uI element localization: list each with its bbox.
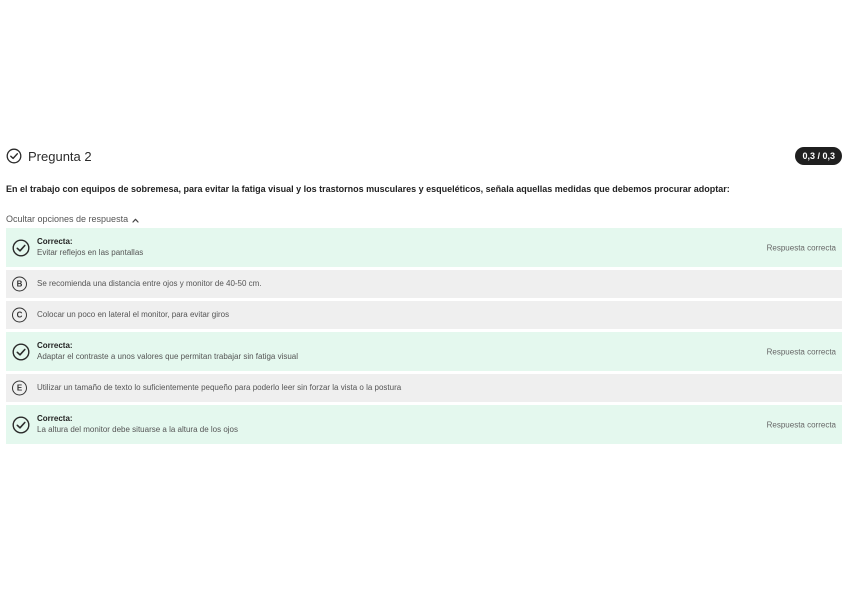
toggle-options-label: Ocultar opciones de respuesta xyxy=(6,214,129,224)
question-header xyxy=(6,146,842,166)
check-circle-icon xyxy=(6,148,22,164)
check-circle-icon xyxy=(12,239,30,257)
letter-c-icon: C xyxy=(12,308,27,323)
answer-option-body xyxy=(37,309,229,321)
answer-option-text: Se recomienda una distancia entre ojos y monitor de 40-50 cm. xyxy=(37,279,262,288)
answer-option-text: Utilizar un tamaño de texto lo suficientemente pequeño para poderlo leer sin forzar la vista o la postura xyxy=(37,383,402,392)
answer-option-body xyxy=(37,413,238,436)
correct-label: Correcta: xyxy=(37,237,73,246)
answer-options xyxy=(6,228,842,444)
answer-feedback: Respuesta correcta xyxy=(766,243,836,252)
answer-option-f[interactable] xyxy=(6,405,842,444)
question-title: Pregunta 2 xyxy=(28,148,92,164)
answer-option-body xyxy=(37,236,143,259)
correct-label: Correcta: xyxy=(37,341,73,350)
toggle-options-link[interactable] xyxy=(6,213,842,225)
chevron-up-icon xyxy=(132,216,139,223)
answer-feedback: Respuesta correcta xyxy=(766,420,836,429)
question-card xyxy=(6,146,842,447)
answer-option-a[interactable] xyxy=(6,228,842,267)
answer-option-body xyxy=(37,340,298,363)
correct-label: Correcta: xyxy=(37,414,73,423)
check-circle-icon xyxy=(12,416,30,434)
answer-option-text: Colocar un poco en lateral el monitor, para evitar giros xyxy=(37,310,230,319)
answer-option-b[interactable] xyxy=(6,270,842,298)
answer-option-text: Adaptar el contraste a unos valores que permitan trabajar sin fatiga visual xyxy=(37,352,299,361)
answer-option-body xyxy=(37,278,262,290)
letter-e-icon: E xyxy=(12,381,27,396)
answer-feedback: Respuesta correcta xyxy=(766,347,836,356)
answer-option-e[interactable] xyxy=(6,374,842,402)
answer-option-text: La altura del monitor debe situarse a la altura de los ojos xyxy=(37,425,239,434)
answer-option-text: Evitar reflejos en las pantallas xyxy=(37,248,144,257)
check-circle-icon xyxy=(12,343,30,361)
score-badge: 0,3 / 0,3 xyxy=(795,147,842,165)
question-text: En el trabajo con equipos de sobremesa, para evitar la fatiga visual y los trastornos musculares y esqueléticos, señala aquellas medidas que debemos procurar adoptar: xyxy=(6,184,730,194)
letter-b-icon: B xyxy=(12,277,27,292)
answer-option-body xyxy=(37,382,401,394)
answer-option-d[interactable] xyxy=(6,332,842,371)
answer-option-c[interactable] xyxy=(6,301,842,329)
